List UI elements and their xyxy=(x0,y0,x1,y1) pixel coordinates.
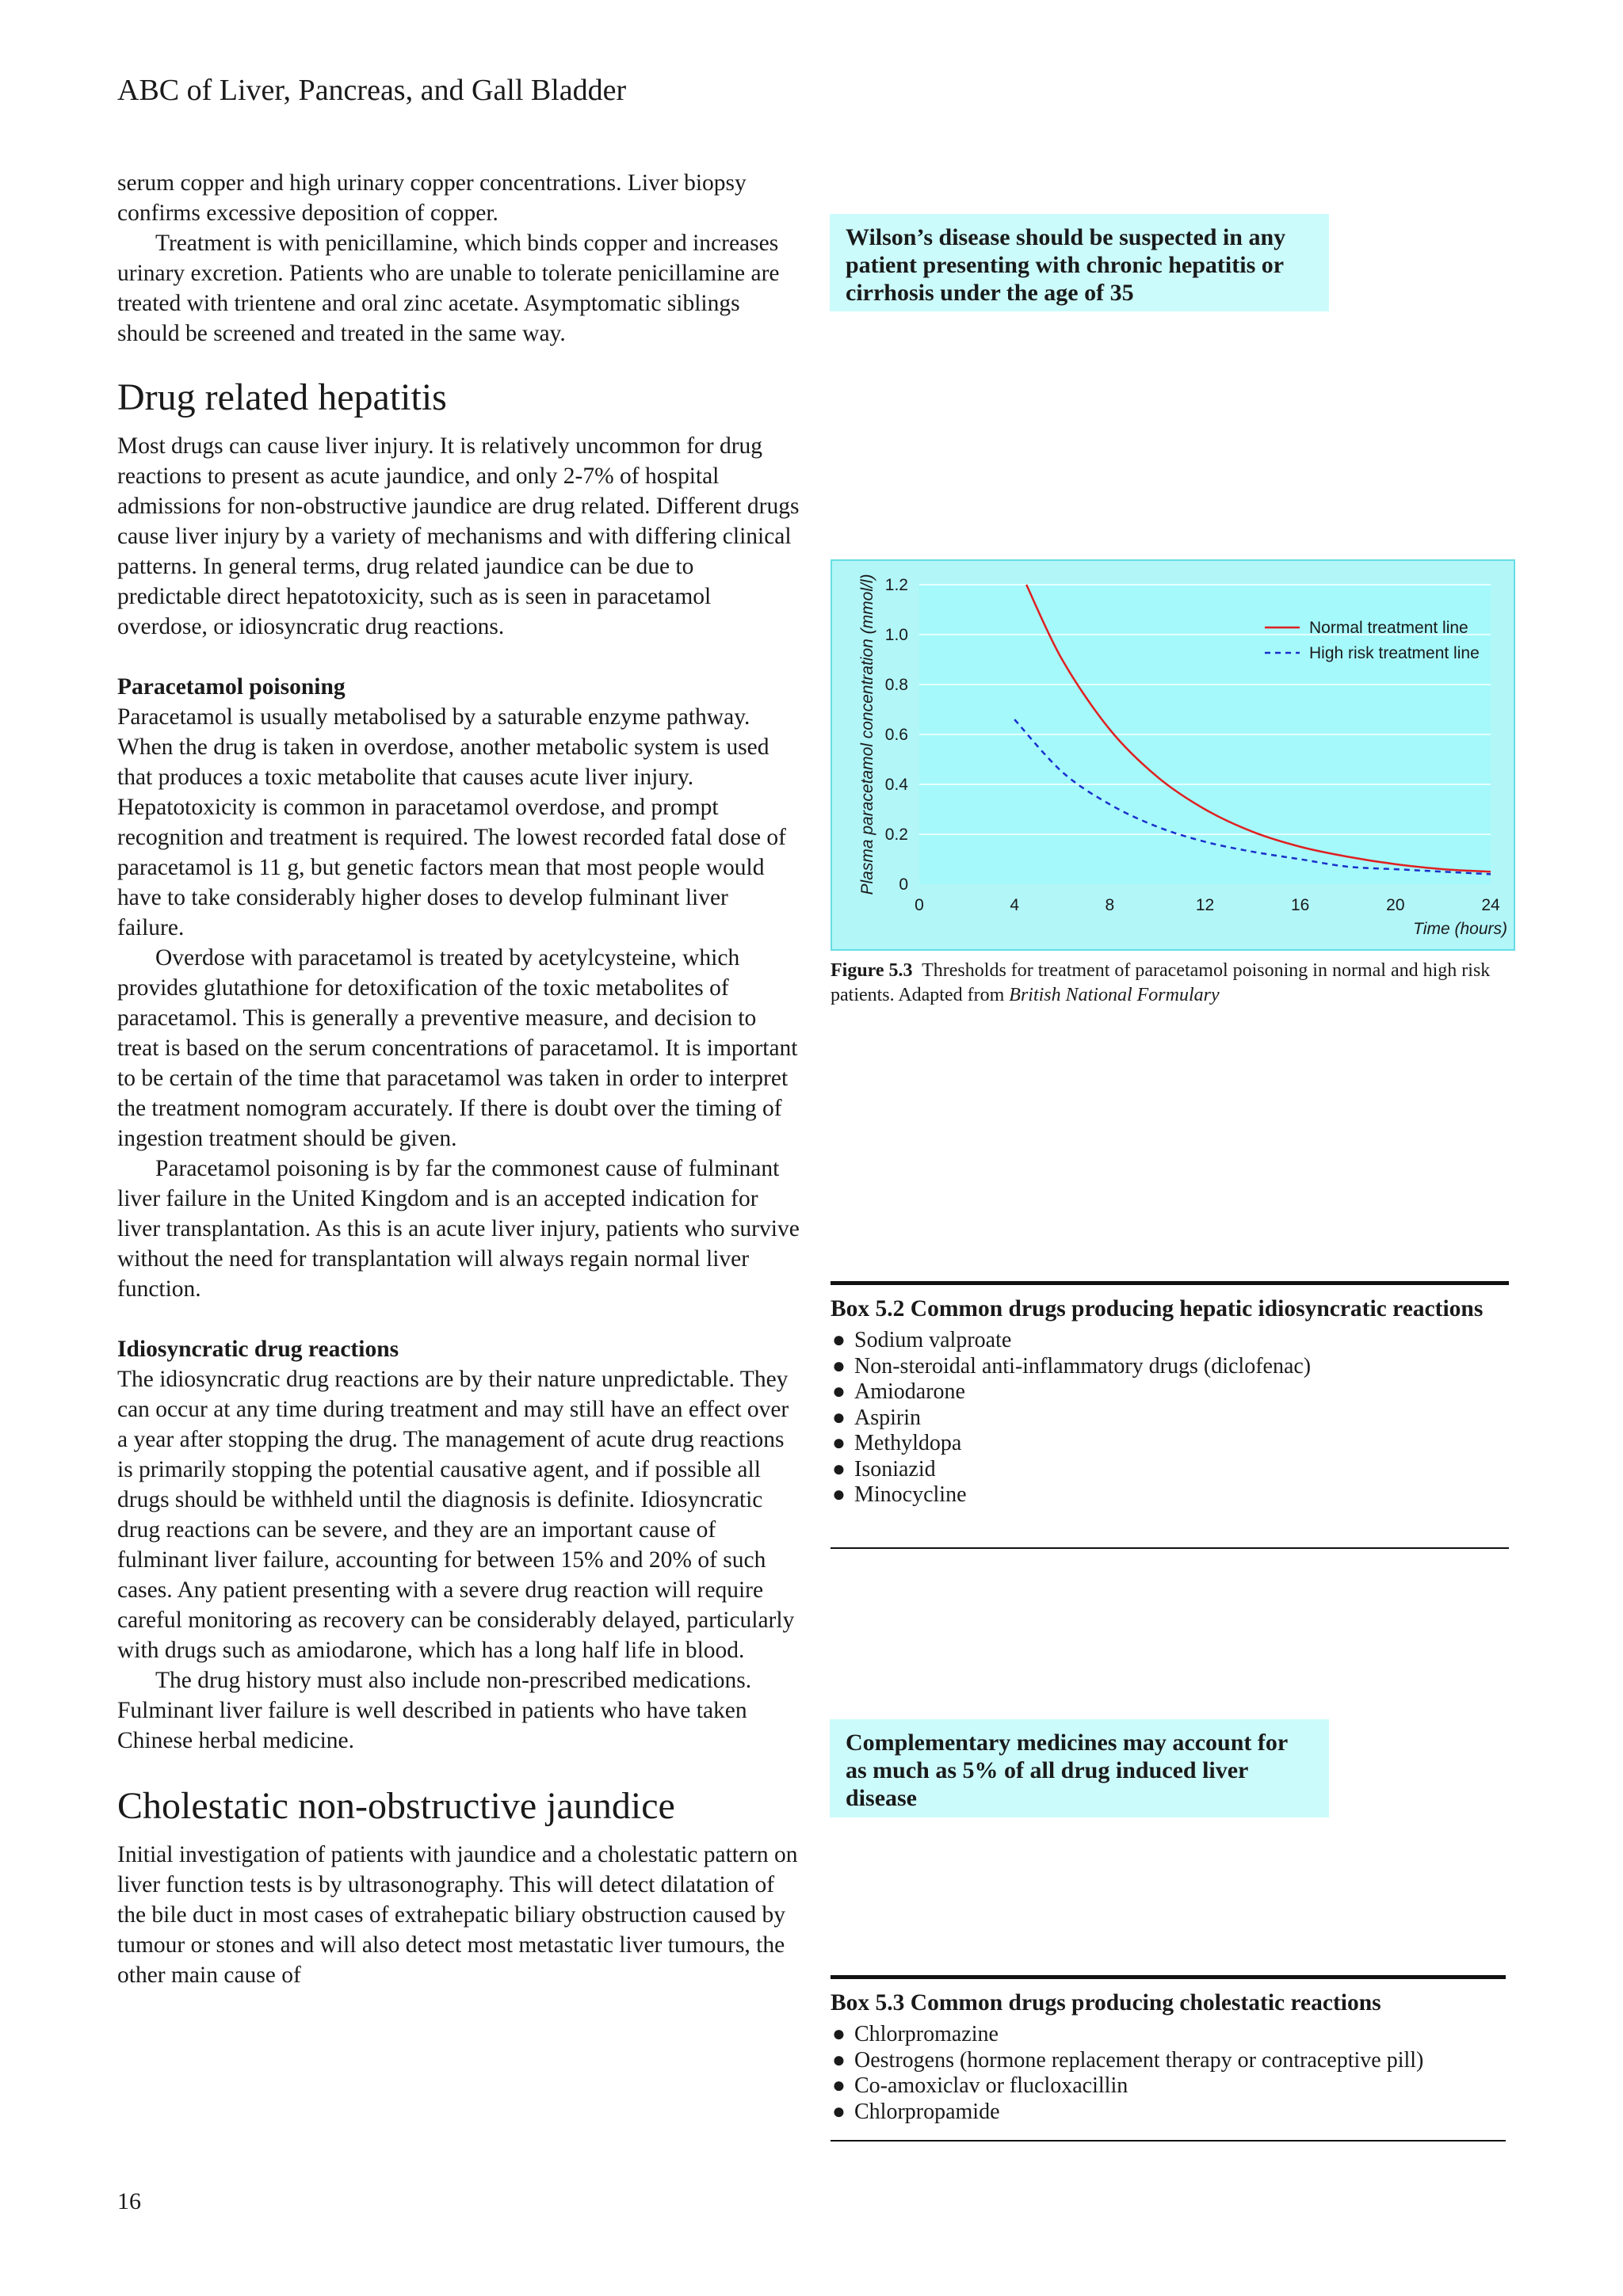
box-title: Box 5.3 Common drugs producing cholestatic reactions xyxy=(831,1990,1381,2016)
x-tick-label: 24 xyxy=(1481,896,1500,914)
paragraph: The idiosyncratic drug reactions are by their nature unpredictable. They can occur at any time during treatment and may still have an effect over a year after stopping the drug. The management of acute drug reactions is primarily stopping the potential causative agent, and if possible all drugs should be withheld until the diagnosis is definite. Idiosyncratic drug reactions can be severe, and they are an important cause of fulminant liver failure, accounting for between 15% and 20% of such cases. Any patient presenting with a severe drug reaction will require careful monitoring as recovery can be considerably delayed, particularly with drugs such as amiodarone, which has a long half life in blood. xyxy=(117,1367,795,1663)
figure-label: Figure 5.3 xyxy=(831,960,913,981)
list-item xyxy=(831,1431,1509,1457)
y-tick-label: 0 xyxy=(899,875,908,894)
list-item-text: Chlorpropamide xyxy=(854,2099,1000,2124)
bullet-icon: ● xyxy=(832,1379,846,1404)
x-axis-label: Time (hours) xyxy=(1413,920,1507,938)
list-item xyxy=(831,1328,1509,1354)
list-item-text: Chlorpromazine xyxy=(854,2022,999,2046)
callout-wilsons-disease: Wilson’s disease should be suspected in any patient presenting with chronic hepatitis or cirrhosis under the age of 35 xyxy=(830,214,1329,311)
section-heading-cholestatic-jaundice: Cholestatic non-obstructive jaundice xyxy=(117,1785,675,1827)
y-tick-label: 0.6 xyxy=(884,726,908,744)
list-item-text: Isoniazid xyxy=(854,1456,936,1482)
box-title: Box 5.2 Common drugs producing hepatic idiosyncratic reactions xyxy=(831,1296,1484,1322)
paragraph: Most drugs can cause liver injury. It is relatively uncommon for drug reactions to present as acute jaundice, and only 2-7% of hospital admissions for non-obstructive jaundice are drug related. Different drugs cause liver injury by a variety of mechanisms and with differing clinical patterns. In general terms, drug related jaundice can be due to predictable direct hepatotoxicity, such as is seen in paracetamol overdose, or idiosyncratic drug reactions. xyxy=(117,433,800,639)
y-tick-label: 0.4 xyxy=(884,776,908,794)
paragraph: Overdose with paracetamol is treated by acetylcysteine, which provides glutathione for detoxification of the toxic metabolites of paracetamol. This is generally a preventive measure, and decision to treat is based on the serum concentrations of paracetamol. It is important to be certain of the time that paracetamol was taken in order to interpret the treatment nomogram accurately. If there is doubt over the timing of ingestion treatment should be given. xyxy=(117,945,798,1151)
x-tick-label: 0 xyxy=(915,896,924,914)
list-item xyxy=(831,2100,1506,2126)
bullet-icon: ● xyxy=(832,2022,846,2046)
list-item-text: Non-steroidal anti-inflammatory drugs (diclofenac) xyxy=(854,1353,1312,1379)
figure-caption-source: British National Formulary xyxy=(1009,985,1220,1005)
x-tick-label: 8 xyxy=(1105,896,1115,914)
figure-caption xyxy=(831,959,1520,1008)
list-item-text: Sodium valproate xyxy=(854,1328,1012,1352)
y-tick-label: 0.8 xyxy=(884,676,908,694)
bullet-icon: ● xyxy=(832,2073,846,2098)
subheading-idiosyncratic-drug-reactions: Idiosyncratic drug reactions xyxy=(117,1337,399,1362)
bullet-icon: ● xyxy=(832,1482,846,1507)
bullet-icon: ● xyxy=(832,1353,846,1379)
paragraph: Paracetamol is usually metabolised by a saturable enzyme pathway. When the drug is taken in overdose, another metabolic system is used that produces a toxic metabolite that causes acute liver injury. Hepatotoxicity is common in paracetamol overdose, and prompt recognition and treatment is required. The lowest recorded fatal dose of paracetamol is 11 g, but genetic factors mean that most people would have to take considerably higher doses to develop fulminant liver failure. xyxy=(117,704,786,940)
section-heading-drug-related-hepatitis: Drug related hepatitis xyxy=(117,376,447,418)
box-5-2 xyxy=(831,1281,1509,1549)
box-5-3 xyxy=(831,1975,1506,2142)
y-tick-label: 1.0 xyxy=(884,626,908,644)
y-axis-label: Plasma paracetamol concentration (mmol/l) xyxy=(858,574,876,895)
paragraph: Treatment is with penicillamine, which binds copper and increases urinary excretion. Patients who are unable to tolerate penicillamine are treated with trientene and oral zinc acetate. Asymptomatic siblings should be screened and treated in the same way. xyxy=(117,231,780,346)
bullet-icon: ● xyxy=(832,2047,846,2073)
main-text-column xyxy=(117,168,800,1990)
list-item xyxy=(831,1405,1509,1432)
paragraph: The drug history must also include non-prescribed medications. Fulminant liver failure is well described in patients who have taken Chinese herbal medicine. xyxy=(117,1668,752,1753)
x-tick-label: 20 xyxy=(1386,896,1405,914)
x-tick-label: 4 xyxy=(1010,896,1020,914)
list-item-text: Oestrogens (hormone replacement therapy or contraceptive pill) xyxy=(854,2047,1424,2073)
bullet-icon: ● xyxy=(832,1431,846,1455)
list-item xyxy=(831,1457,1509,1483)
figure-5-3-chart xyxy=(831,559,1515,951)
list-item xyxy=(831,1379,1509,1405)
bullet-icon: ● xyxy=(832,1328,846,1352)
bullet-icon: ● xyxy=(832,1405,846,1430)
list-item-text: Methyldopa xyxy=(854,1431,962,1455)
list-item xyxy=(831,1482,1509,1508)
figure-caption-text: Thresholds for treatment of paracetamol poisoning in normal and high risk patients. Adapted from xyxy=(831,960,1491,1005)
y-tick-label: 1.2 xyxy=(884,576,908,594)
list-item-text: Co-amoxiclav or flucloxacillin xyxy=(854,2073,1128,2098)
subheading-paracetamol-poisoning: Paracetamol poisoning xyxy=(117,674,346,700)
box-list xyxy=(831,1328,1509,1508)
bullet-icon: ● xyxy=(832,2099,846,2124)
chart-canvas xyxy=(832,561,1517,952)
list-item-text: Minocycline xyxy=(854,1482,967,1507)
list-item xyxy=(831,2073,1506,2100)
y-tick-label: 0.2 xyxy=(884,826,908,844)
box-list xyxy=(831,2022,1506,2125)
page-number: 16 xyxy=(117,2188,141,2214)
running-head: ABC of Liver, Pancreas, and Gall Bladder xyxy=(117,74,627,107)
list-item xyxy=(831,1354,1509,1380)
x-tick-label: 12 xyxy=(1195,896,1215,914)
x-tick-label: 16 xyxy=(1290,896,1310,914)
callout-complementary-medicines: Complementary medicines may account for as much as 5% of all drug induced liver disease xyxy=(830,1719,1329,1817)
legend-label: Normal treatment line xyxy=(1309,619,1468,637)
paragraph: serum copper and high urinary copper concentrations. Liver biopsy confirms excessive deposition of copper. xyxy=(117,170,747,226)
list-item xyxy=(831,2022,1506,2048)
legend-label: High risk treatment line xyxy=(1309,644,1480,662)
list-item-text: Amiodarone xyxy=(854,1379,965,1404)
list-item-text: Aspirin xyxy=(854,1405,921,1430)
list-item xyxy=(831,2048,1506,2074)
bullet-icon: ● xyxy=(832,1456,846,1482)
paragraph: Paracetamol poisoning is by far the commonest cause of fulminant liver failure in the United Kingdom and is an accepted indication for liver transplantation. As this is an acute liver injury, patients who survive without the need for transplantation will always regain normal liver function. xyxy=(117,1156,800,1302)
paragraph: Initial investigation of patients with jaundice and a cholestatic pattern on liver function tests is by ultrasonography. This will detect dilatation of the bile duct in most cases of extrahepatic biliary obstruction caused by tumour or stones and will also detect most metastatic liver tumours, the other main cause of xyxy=(117,1842,798,1988)
